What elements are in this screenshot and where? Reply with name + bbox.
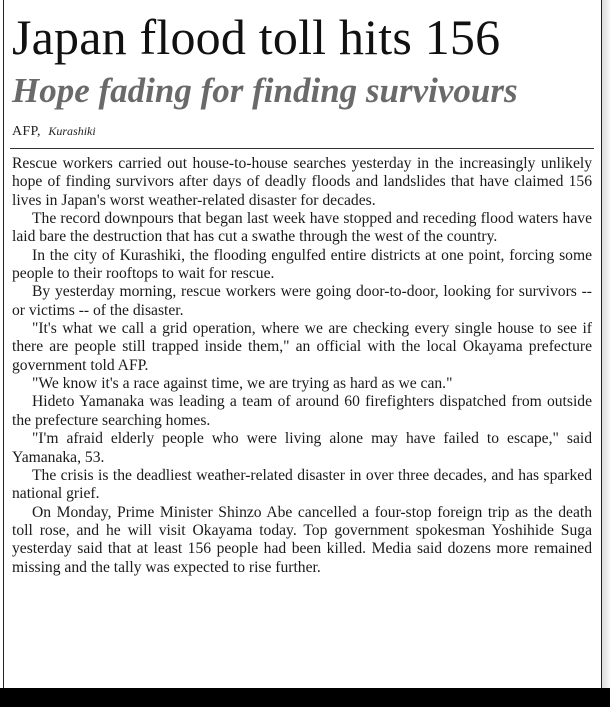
article-paragraph: Hideto Yamanaka was leading a team of around 60 firefighters dispatched from outside the prefecture searching homes. xyxy=(12,393,592,429)
byline-agency: AFP, xyxy=(12,124,41,139)
article-body xyxy=(12,155,592,577)
article-headline: Japan flood toll hits 156 xyxy=(12,9,501,65)
byline-divider xyxy=(10,148,594,149)
article-paragraph: On Monday, Prime Minister Shinzo Abe cancelled a four-stop foreign trip as the death toll rose, and he will visit Okayama today. Top government spokesman Yoshihide Suga yesterday said that at least 156 people had been killed. Media said dozens more remained missing and the tally was expected to rise further. xyxy=(12,503,592,576)
byline-location: Kurashiki xyxy=(48,124,96,138)
article-paragraph: In the city of Kurashiki, the flooding engulfed entire districts at one point, forcing some people to their rooftops to wait for rescue. xyxy=(12,246,592,283)
scan-bottom-bar xyxy=(0,688,610,707)
article-paragraph: The record downpours that began last week have stopped and receding flood waters have laid bare the destruction that has cut a swathe through the west of the country. xyxy=(12,210,592,246)
article-subheadline: Hope fading for finding survivours xyxy=(12,71,518,110)
left-border-rule xyxy=(3,0,4,688)
article-paragraph: By yesterday morning, rescue workers were going door-to-door, looking for survivors -- or victims -- of the disaster. xyxy=(12,283,592,319)
scan-edge-shadow xyxy=(602,0,610,688)
article-paragraph: "We know it's a race against time, we are trying as hard as we can." xyxy=(32,375,453,393)
article-paragraph: Rescue workers carried out house-to-house searches yesterday in the increasingly unlikely hope of finding survivors after days of deadly floods and landslides that have claimed 156 lives in Japan's worst weather-related disaster for decades. xyxy=(12,155,592,209)
article-paragraph: "I'm afraid elderly people who were living alone may have failed to escape," said Yamanaka, 53. xyxy=(12,430,592,466)
article-paragraph: "It's what we call a grid operation, where we are checking every single house to see if there are people still trapped inside them," an official with the local Okayama prefecture government told AFP. xyxy=(12,320,592,374)
article-byline xyxy=(12,122,96,141)
article-paragraph: The crisis is the deadliest weather-related disaster in over three decades, and has sparked national grief. xyxy=(12,466,592,503)
